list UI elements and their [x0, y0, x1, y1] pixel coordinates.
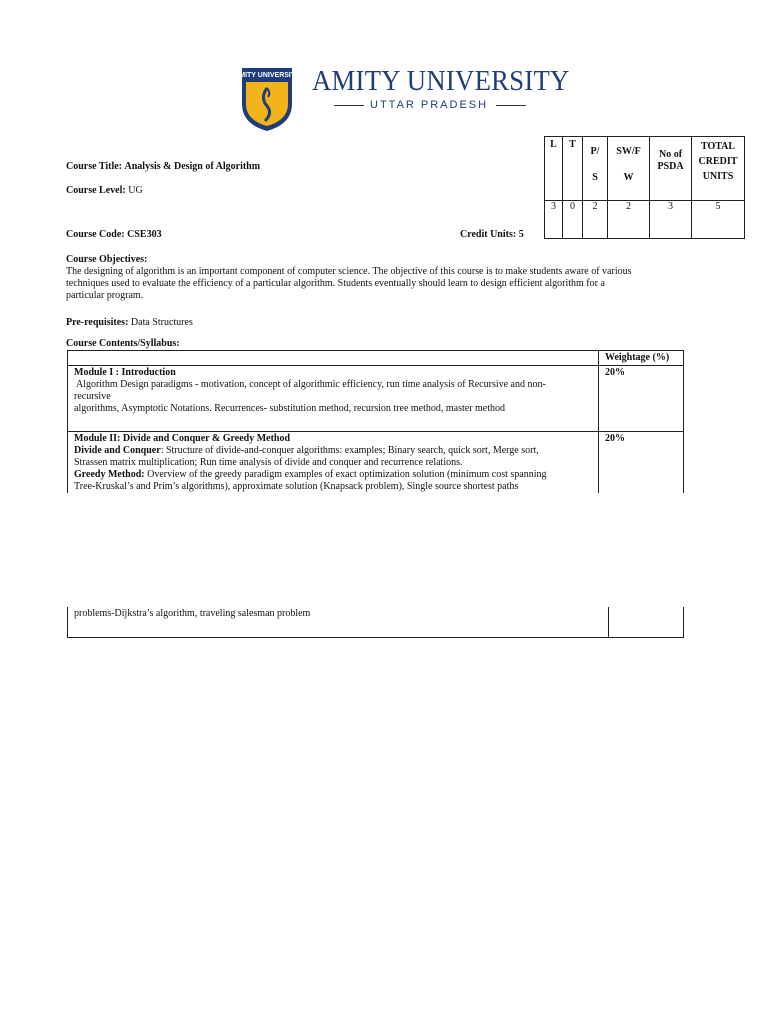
module2-weight: 20%	[599, 432, 684, 495]
credit-value-l: 3	[545, 201, 563, 239]
module2-continued-line: problems-Dijkstra’s algorithm, traveling salesman problem	[74, 608, 311, 619]
credit-header-ps: P/ S	[583, 137, 608, 201]
objectives-section	[66, 254, 706, 302]
objectives-label: Course Objectives:	[66, 254, 148, 265]
university-subtitle	[334, 98, 526, 114]
module2-continued-weight	[609, 607, 684, 638]
module2-greedy-line	[74, 469, 592, 481]
module2-row	[68, 432, 684, 495]
credit-table-values-row	[545, 201, 745, 239]
module2-content	[68, 432, 599, 495]
credit-value-total: 5	[692, 201, 745, 239]
objectives-line: particular program.	[66, 290, 144, 301]
course-level	[66, 185, 143, 197]
module2-greedy-line2: Tree-Kruskal’s and Prim’s algorithms), approximate solution (Knapsack problem), Single source shortest paths	[74, 481, 519, 492]
module1-weight: 20%	[599, 366, 684, 432]
course-code-value: CSE303	[127, 229, 162, 240]
module1-title: Module I : Introduction	[74, 367, 176, 378]
syllabus-label: Course Contents/Syllabus:	[66, 338, 180, 349]
logo-text: AMITY UNIVERSITY	[234, 72, 300, 79]
module1-row	[68, 366, 684, 432]
course-level-value: UG	[128, 185, 143, 196]
objectives-line: The designing of algorithm is an important component of computer science. The objective of this course is to make students aware of various	[66, 266, 632, 277]
module2-continued-row	[68, 607, 684, 638]
credit-table-header-row	[545, 137, 745, 201]
syllabus-table	[67, 350, 684, 494]
module1-line: algorithms, Asymptotic Notations. Recurrences- substitution method, recursion tree method, master method	[74, 403, 506, 414]
course-level-label: Course Level:	[66, 185, 126, 196]
credit-value-ps: 2	[583, 201, 608, 239]
prereq-value: Data Structures	[130, 317, 193, 328]
module2-dc-line2: Strassen matrix multiplication; Run time analysis of divide and conquer and recurrence relations.	[74, 457, 463, 468]
module2-title: Module II: Divide and Conquer & Greedy Method	[74, 433, 291, 444]
course-code-label: Course Code:	[66, 229, 125, 240]
course-title-label: Course Title:	[66, 161, 123, 172]
divider	[334, 105, 364, 106]
syllabus-header-row	[68, 351, 684, 366]
prerequisites	[66, 317, 193, 329]
credit-units-value: 5	[518, 229, 524, 240]
course-title	[66, 161, 260, 173]
course-title-value: Analysis & Design of Algorithm	[124, 161, 261, 172]
university-subtitle-text: UTTAR PRADESH	[370, 99, 489, 111]
divide-conquer-label: Divide and Conquer	[74, 445, 161, 456]
module2-dc-line	[74, 445, 592, 457]
objectives-line: techniques used to evaluate the efficiency of a particular algorithm. Students eventually should learn to design efficient algorithm for a	[66, 278, 605, 289]
module1-line: Algorithm Design paradigms - motivation, concept of algorithmic efficiency, run time analysis of Recursive and non-	[74, 379, 546, 390]
credit-units	[460, 229, 524, 241]
prereq-label: Pre-requisites:	[66, 317, 129, 328]
module1-content	[68, 366, 599, 432]
credit-value-t: 0	[563, 201, 583, 239]
course-code	[66, 229, 162, 241]
weightage-header: Weightage (%)	[599, 351, 684, 366]
greedy-text: Overview of the greedy paradigm examples of exact optimization solution (minimum cost spanning	[144, 469, 547, 480]
module1-line: recursive	[74, 391, 111, 402]
credit-header-swfw: SW/F W	[608, 137, 650, 201]
syllabus-table-continued	[67, 607, 684, 638]
credit-units-label: Credit Units:	[460, 229, 517, 240]
greedy-label: Greedy Method:	[74, 469, 145, 480]
credit-header-psda: No of PSDA	[650, 137, 692, 201]
university-name: AMITY UNIVERSITY	[312, 65, 570, 97]
credit-header-l: L	[545, 137, 563, 201]
divider	[496, 105, 526, 106]
credit-value-swfw: 2	[608, 201, 650, 239]
credit-header-t: T	[563, 137, 583, 201]
page-break-gap	[60, 493, 700, 607]
university-logo	[234, 66, 300, 132]
syllabus-header-blank	[68, 351, 599, 366]
divide-conquer-text: : Structure of divide-and-conquer algorithms: examples; Binary search, quick sort, Merge sort,	[160, 445, 539, 456]
credit-table	[544, 136, 745, 239]
credit-header-total: TOTAL CREDIT UNITS	[692, 137, 745, 201]
credit-value-psda: 3	[650, 201, 692, 239]
module2-continued-content	[68, 607, 609, 638]
